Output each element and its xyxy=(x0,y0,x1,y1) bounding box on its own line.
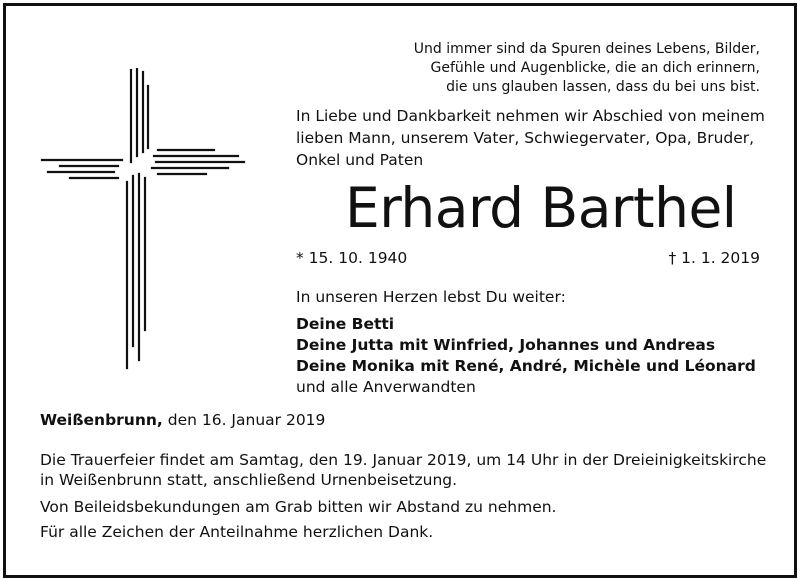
ceremony-info xyxy=(40,450,766,490)
birth-date: * 15. 10. 1940 xyxy=(296,249,408,267)
memorial-quote xyxy=(414,40,760,97)
mourner-line: Deine Jutta mit Winfried, Johannes und Andreas xyxy=(296,336,716,354)
intro-line: Onkel und Paten xyxy=(296,151,424,169)
ceremony-line: in Weißenbrunn statt, anschließend Urnenbeisetzung. xyxy=(40,471,458,489)
mourner-line: Deine Betti xyxy=(296,315,395,333)
place-date xyxy=(40,410,325,430)
cross-icon xyxy=(38,68,248,373)
farewell-intro xyxy=(296,105,765,171)
ceremony-line: Die Trauerfeier findet am Samtag, den 19. Januar 2019, um 14 Uhr in der Dreieinigkeitskirche xyxy=(40,451,767,469)
date: den 16. Januar 2019 xyxy=(167,411,326,429)
heart-line: In unseren Herzen lebst Du weiter: xyxy=(296,288,566,306)
place: Weißenbrunn, xyxy=(40,411,163,429)
death-date: † 1. 1. 2019 xyxy=(668,249,760,267)
intro-line: lieben Mann, unserem Vater, Schwiegervater, Opa, Bruder, xyxy=(296,129,755,147)
mourner-line: und alle Anverwandten xyxy=(296,378,476,396)
mourners-list xyxy=(296,314,756,398)
quote-line: Gefühle und Augenblicke, die an dich erinnern, xyxy=(430,60,760,76)
thanks-note: Für alle Zeichen der Anteilnahme herzlichen Dank. xyxy=(40,523,434,541)
mourner-line: Deine Monika mit René, André, Michèle und Léonard xyxy=(296,357,756,375)
quote-line: Und immer sind da Spuren deines Lebens, Bilder, xyxy=(413,41,760,57)
condolence-note: Von Beileidsbekundungen am Grab bitten wir Abstand zu nehmen. xyxy=(40,498,557,516)
deceased-name: Erhard Barthel xyxy=(345,176,737,240)
intro-line: In Liebe und Dankbarkeit nehmen wir Abschied von meinem xyxy=(296,107,765,125)
quote-line: die uns glauben lassen, dass du bei uns bist. xyxy=(446,79,760,95)
